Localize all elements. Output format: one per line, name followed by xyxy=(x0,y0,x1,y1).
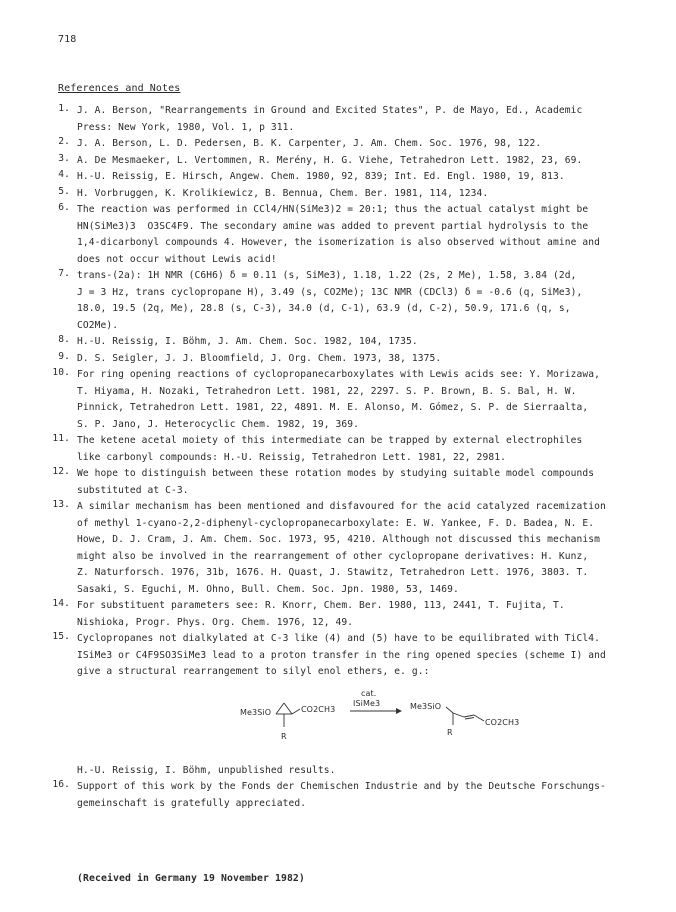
reference-item xyxy=(44,631,648,779)
reference-line: Press: New York, 1980, Vol. 1, p 311. xyxy=(77,121,295,133)
arrow-catalyst-label: cat. xyxy=(361,688,377,698)
reference-line: gemeinschaft is gratefully appreciated. xyxy=(77,797,307,809)
reactant-ester-label: CO2CH3 xyxy=(301,704,336,714)
reference-number: 5. xyxy=(58,185,70,197)
reference-line: ISiMe3 or C4F9SO3SiMe3 lead to a proton transfer in the ring opened species (scheme I) and xyxy=(77,649,606,661)
reaction-scheme xyxy=(110,681,648,763)
reference-line: 1,4-dicarbonyl compounds 4. However, the isomerization is also observed without amine and xyxy=(77,237,600,248)
page-number: 718 xyxy=(58,34,77,45)
reference-number: 11. xyxy=(52,433,70,444)
reference-number: 4. xyxy=(58,169,70,180)
reference-line: J. A. Berson, "Rearrangements in Ground and Excited States", P. de Mayo, Ed., Academic xyxy=(77,105,583,116)
product-ester-label: CO2CH3 xyxy=(485,717,520,727)
reference-item xyxy=(44,136,648,153)
reference-text xyxy=(77,351,648,368)
reference-text xyxy=(77,186,648,203)
reference-text xyxy=(77,466,648,499)
reference-line: For ring opening reactions of cyclopropanecarboxylates with Lewis acids see: Y. Morizawa, xyxy=(77,369,600,380)
reference-line: give a structural rearrangement to silyl enol ethers, e. g.: xyxy=(77,666,430,677)
reference-line: substituted at C-3. xyxy=(77,484,189,496)
reference-line: The ketene acetal moiety of this intermediate can be trapped by external electrophiles xyxy=(77,435,583,446)
reference-number: 13. xyxy=(52,499,70,510)
reference-line: S. P. Jano, J. Heterocyclic Chem. 1982, 19, 369. xyxy=(77,418,360,430)
reference-number: 2. xyxy=(58,136,70,147)
reference-line: Pinnick, Tetrahedron Lett. 1981, 22, 4891. M. E. Alonso, M. Gómez, S. P. de Sierraalta, xyxy=(77,402,589,413)
reference-line: like carbonyl compounds: H.-U. Reissig, Tetrahedron Lett. 1981, 22, 2981. xyxy=(77,451,506,463)
reference-item xyxy=(44,169,648,186)
reference-text xyxy=(77,268,648,334)
reference-text xyxy=(77,136,648,153)
references-list xyxy=(44,103,648,812)
reference-text xyxy=(77,367,648,433)
reference-line: might also be involved in the rearrangement of other cyclopropane derivatives: H. Kunz, xyxy=(77,550,589,562)
reference-line: CO2Me). xyxy=(77,319,119,331)
reference-line: H. Vorbruggen, K. Krolikiewicz, B. Bennua, Chem. Ber. 1981, 114, 1234. xyxy=(77,187,489,199)
reference-number: 15. xyxy=(52,631,70,642)
reference-item xyxy=(44,202,648,268)
reference-line: J = 3 Hz, trans cyclopropane H), 3.49 (s, CO2Me); 13C NMR (CDCl3) δ = -0.6 (q, SiMe3), xyxy=(77,286,583,298)
reference-item xyxy=(44,433,648,466)
reference-item xyxy=(44,367,648,433)
reference-text xyxy=(77,169,648,186)
reference-line: For substituent parameters see: R. Knorr, Chem. Ber. 1980, 113, 2441, T. Fujita, T. xyxy=(77,600,565,611)
reference-number: 16. xyxy=(52,779,70,790)
reference-text xyxy=(77,153,648,170)
reference-line: We hope to distinguish between these rotation modes by studying suitable model compounds xyxy=(77,468,595,479)
reference-item xyxy=(44,103,648,136)
reference-item xyxy=(44,598,648,631)
reference-line: 18.0, 19.5 (2q, Me), 28.8 (s, C-3), 34.0 (d, C-1), 63.9 (d, C-2), 50.9, 171.6 (q, s, xyxy=(77,303,571,314)
reference-line: Support of this work by the Fonds der Chemischen Industrie and by the Deutsche Forschungs- xyxy=(77,781,606,792)
references-heading xyxy=(58,83,180,94)
reference-line: A similar mechanism has been mentioned and disfavoured for the acid catalyzed racemization xyxy=(77,501,606,512)
reference-line: Z. Naturforsch. 1976, 31b, 1676. H. Quast, J. Stawitz, Tetrahedron Lett. 1976, 3803. T. xyxy=(77,567,589,578)
reference-line: Cyclopropanes not dialkylated at C-3 like (4) and (5) have to be equilibrated with TiCl4. xyxy=(77,633,600,644)
reference-text xyxy=(77,103,648,136)
reference-line: HN(SiMe3)3 O3SC4F9. The secondary amine was added to prevent partial hydrolysis to the xyxy=(77,220,589,232)
product-silyloxy-label: Me3SiO xyxy=(410,701,442,711)
reference-text xyxy=(77,631,648,779)
reference-line: does not occur without Lewis acid! xyxy=(77,253,277,265)
reference-text xyxy=(77,499,648,598)
reference-text xyxy=(77,433,648,466)
product-substituent-label: R xyxy=(447,727,453,737)
reference-line: H.-U. Reissig, I. Böhm, unpublished results. xyxy=(77,764,336,776)
reference-number: 9. xyxy=(58,350,70,362)
reference-line: H.-U. Reissig, I. Böhm, J. Am. Chem. Soc. 1982, 104, 1735. xyxy=(77,336,418,347)
reference-line: of methyl 1-cyano-2,2-diphenyl-cyclopropanecarboxylate: E. W. Yankee, F. D. Badea, N. E. xyxy=(77,517,595,529)
reference-line: H.-U. Reissig, E. Hirsch, Angew. Chem. 1980, 92, 839; Int. Ed. Engl. 1980, 19, 813. xyxy=(77,171,565,182)
references-heading-text: References and Notes xyxy=(58,83,181,94)
reference-item xyxy=(44,186,648,203)
reference-line: trans-(2a): 1H NMR (C6H6) δ = 0.11 (s, SiMe3), 1.18, 1.22 (2s, 2 Me), 1.58, 3.84 (2d, xyxy=(77,270,577,281)
reference-number: 6. xyxy=(58,202,70,213)
reference-number: 7. xyxy=(58,268,70,279)
reference-text xyxy=(77,334,648,351)
reference-item xyxy=(44,334,648,351)
arrow-reagent-label: ISiMe3 xyxy=(353,698,381,708)
reference-number: 14. xyxy=(52,598,70,609)
reference-line: Nishioka, Progr. Phys. Org. Chem. 1976, 12, 49. xyxy=(77,616,354,628)
reaction-scheme-drawing xyxy=(110,681,630,763)
reference-item xyxy=(44,153,648,170)
reference-number: 8. xyxy=(58,334,70,345)
received-date: (Received in Germany 19 November 1982) xyxy=(77,873,305,884)
reference-number: 3. xyxy=(58,152,70,164)
reference-item xyxy=(44,779,648,812)
reactant-silyloxy-label: Me3SiO xyxy=(240,707,272,717)
reference-text xyxy=(77,598,648,631)
reference-text xyxy=(77,202,648,268)
reactant-substituent-label: R xyxy=(281,731,287,741)
reference-item xyxy=(44,351,648,368)
reference-number: 10. xyxy=(52,367,70,378)
reference-line: D. S. Seigler, J. J. Bloomfield, J. Org. Chem. 1973, 38, 1375. xyxy=(77,352,442,364)
reference-item xyxy=(44,268,648,334)
reference-line: J. A. Berson, L. D. Pedersen, B. K. Carpenter, J. Am. Chem. Soc. 1976, 98, 122. xyxy=(77,138,542,149)
reference-line: Howe, D. J. Cram, J. Am. Chem. Soc. 1973, 95, 4210. Although not discussed this mechanism xyxy=(77,534,600,545)
reference-line: T. Hiyama, H. Nozaki, Tetrahedron Lett. 1981, 22, 2297. S. P. Brown, B. S. Bal, H. W. xyxy=(77,385,577,397)
reference-item xyxy=(44,466,648,499)
reference-line: Sasaki, S. Eguchi, M. Ohno, Bull. Chem. Soc. Jpn. 1980, 53, 1469. xyxy=(77,583,459,595)
reference-item xyxy=(44,499,648,598)
reference-number: 12. xyxy=(52,466,70,477)
reference-number: 1. xyxy=(58,103,70,114)
reference-line: A. De Mesmaeker, L. Vertommen, R. Merény, H. G. Viehe, Tetrahedron Lett. 1982, 23, 69. xyxy=(77,154,583,166)
reference-text xyxy=(77,779,648,812)
reference-line: The reaction was performed in CCl4/HN(SiMe3)2 = 20:1; thus the actual catalyst might be xyxy=(77,204,589,215)
